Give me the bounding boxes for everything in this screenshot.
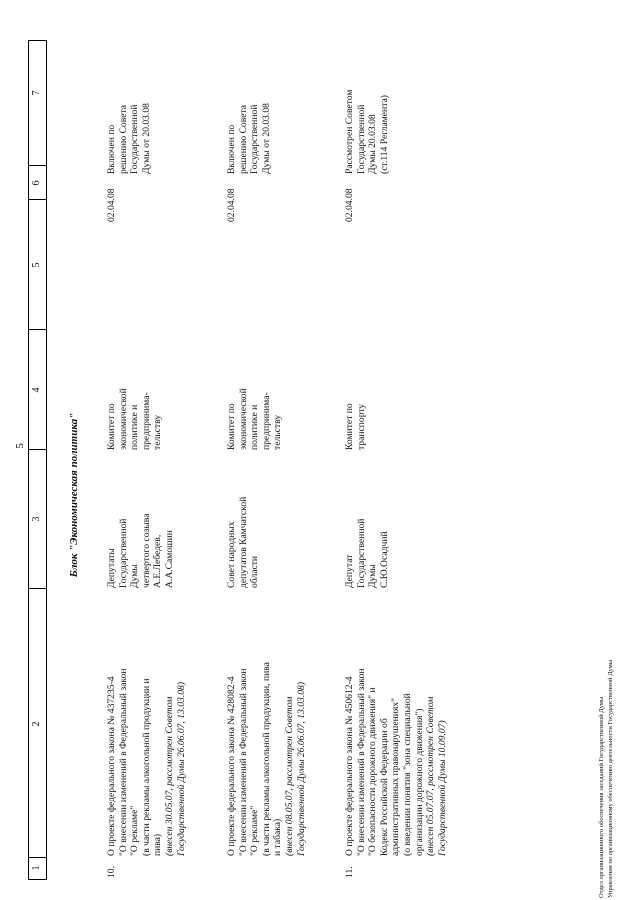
status-line: (ст.114 Регламента) [378, 95, 390, 174]
responsible-committee [226, 388, 284, 450]
committee-line: транспорту [355, 403, 367, 450]
bill-line: и табака) [272, 818, 284, 856]
bill-note-line: (внесен 08.05.07, рассмотрен Советом [283, 696, 295, 856]
review-date: 02.04.08 [106, 188, 117, 222]
column-number: 5 [31, 262, 42, 268]
author-line: А.А.Самошин [163, 530, 175, 588]
committee-line: экономической [117, 388, 129, 450]
column-number: 4 [31, 387, 42, 393]
bill-line: "О внесении изменений в Федеральный закон [237, 668, 249, 856]
bill-author [106, 514, 176, 588]
bill-line: "О безопасности дорожного движения" и [367, 687, 379, 856]
status [344, 90, 390, 174]
column-number: 1 [31, 865, 42, 871]
status-line: Включен по [226, 124, 237, 174]
status-line: решению Совета [117, 104, 129, 174]
bill-author [226, 497, 261, 588]
footer-line: Управления по организационному обеспечению деятельности Государственной Думы [607, 659, 614, 898]
committee-line: тельству [272, 414, 284, 450]
bill-line: "О внесении изменений в Федеральный закон [117, 668, 129, 856]
author-line: Депутаты [106, 548, 117, 588]
committee-line: экономической [237, 388, 249, 450]
bill-note-line: Государственной Думы 26.06.07, 13.03.08) [295, 681, 307, 856]
review-date: 02.04.08 [226, 188, 237, 222]
author-line: А.Е.Лебедев, [152, 534, 164, 588]
section-title: Блок "Экономическая политика" [68, 412, 80, 578]
status-line: Государственной [129, 104, 141, 174]
responsible-committee [106, 388, 164, 450]
author-line: Депутат [344, 554, 355, 588]
author-line: Государственной [355, 518, 367, 588]
responsible-committee [344, 403, 367, 450]
column-divider [29, 449, 46, 450]
bill-line: "О рекламе" [249, 805, 261, 856]
author-line: Совет народных [226, 521, 237, 588]
table-header-row [28, 40, 47, 880]
bill-line: организации дорожного движения") [413, 708, 425, 856]
author-line: четвертого созыва [140, 513, 152, 588]
page-number: 5 [14, 443, 26, 449]
status-line: Государственной [249, 104, 261, 174]
row-number: 11. [344, 866, 355, 878]
author-line: С.Ю.Осадчий [378, 531, 390, 588]
committee-line: Комитет по [226, 403, 237, 450]
committee-line: предпринима- [260, 392, 272, 450]
status [106, 103, 152, 174]
author-line: депутатов Камчатской [237, 496, 249, 588]
status-line: решению Совета [237, 104, 249, 174]
review-date: 02.04.08 [344, 188, 355, 222]
bill-author [344, 519, 390, 588]
bill-line: "О внесении изменений в Федеральный закон [355, 668, 367, 856]
bill-description [106, 669, 187, 857]
bill-line: О проекте федерального закона № 437235-4 [106, 676, 117, 856]
column-divider [29, 329, 46, 330]
bill-line: О проекте федерального закона № 428082-4 [226, 676, 237, 856]
bill-note-line: Государственной Думы 10.09.07) [436, 720, 448, 856]
column-divider [29, 588, 46, 589]
bill-note-line: (внесен 05.07.07, рассмотрен Советом [425, 696, 437, 856]
status-line: Думы от 20.03.08 [140, 103, 152, 174]
committee-line: Комитет по [106, 403, 117, 450]
status-line: Государственной [355, 104, 367, 174]
bill-line: (в части рекламы алкогольной продукции и [140, 678, 152, 856]
author-line: Государственной [117, 518, 129, 588]
bill-line: (о введении понятия "зона специальной [401, 693, 413, 856]
column-number: 3 [31, 516, 42, 522]
bill-description [226, 662, 307, 856]
committee-line: Комитет по [344, 403, 355, 450]
bill-line: "О рекламе" [129, 805, 141, 856]
status-line: Думы от 20.03.08 [260, 103, 272, 174]
committee-line: политике и [249, 404, 261, 450]
bill-note-line: Государственной Думы 26.06.07, 13.03.08) [175, 681, 187, 856]
row-number: 10. [106, 866, 117, 878]
committee-line: предпринима- [140, 392, 152, 450]
column-divider [29, 165, 46, 166]
bill-line: административных правонарушениях" [390, 698, 402, 856]
author-line: Думы [367, 564, 379, 588]
column-number: 7 [31, 90, 42, 96]
bill-line: пива) [152, 833, 164, 856]
bill-line: (в части рекламы алкогольной продукции, пива [260, 662, 272, 856]
status-line: Рассмотрен Советом [344, 89, 355, 174]
author-line: Думы [129, 564, 141, 588]
committee-line: тельству [152, 414, 164, 450]
bill-line: О проекте федерального закона № 450612-4 [344, 676, 355, 856]
bill-description [344, 669, 448, 857]
status [226, 103, 272, 174]
author-line: области [249, 555, 261, 588]
committee-line: политике и [129, 404, 141, 450]
column-number: 6 [31, 180, 42, 186]
bill-line: Кодекс Российской Федерации об [378, 718, 390, 856]
column-number: 2 [31, 721, 42, 727]
column-divider [29, 199, 46, 200]
footer-line: Отдел организационного обеспечения заседаний Государственной Думы [598, 696, 605, 898]
bill-note-line: (внесен 30.05.07, рассмотрен Советом [163, 696, 175, 856]
status-line: Включен по [106, 124, 117, 174]
status-line: Думы 20.03.08 [367, 114, 379, 174]
